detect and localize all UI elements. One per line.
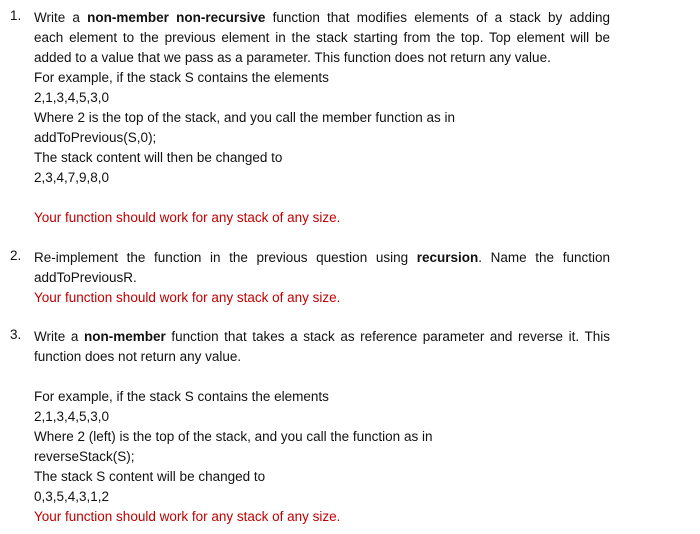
question-body [34,8,610,228]
text-segment: Write a [34,10,80,25]
example-output: 2,3,4,7,9,8,0 [34,170,110,185]
example-output: 0,3,5,4,3,1,2 [34,489,110,504]
example-intro: For example, if the stack S contains the elements [34,70,329,85]
text-segment: . Name the function [478,250,610,265]
question-1 [10,8,610,228]
requirement-note: Your function should work for any stack of any size. [34,210,341,225]
example-description: Where 2 (left) is the top of the stack, and you call the function as in [34,429,433,444]
question-2 [10,248,610,308]
example-input: 2,1,3,4,5,3,0 [34,409,110,424]
bold-term: recursion [416,250,479,265]
example-call: addToPrevious(S,0); [34,130,157,145]
question-text-line: added to a value that we pass as a parameter. This function does not return any value. [34,50,551,65]
example-result-intro: The stack content will then be changed to [34,150,283,165]
bold-term: non-member non-recursive [87,10,266,25]
question-3 [10,327,610,527]
spacer [34,188,610,208]
text-segment: Re-implement the function in the previous question using [34,250,409,265]
question-text-line: function does not return any value. [34,349,242,364]
question-body [34,327,610,527]
example-input: 2,1,3,4,5,3,0 [34,90,110,105]
function-name: addToPreviousR. [34,270,137,285]
requirement-note: Your function should work for any stack of any size. [34,509,341,524]
question-text-line [34,8,610,28]
example-call: reverseStack(S); [34,449,135,464]
question-number: 1. [10,8,22,23]
text-segment: function that takes a stack as reference parameter and reverse it. This [171,329,610,344]
requirement-note: Your function should work for any stack of any size. [34,290,341,305]
question-text-line: each element to the previous element in the stack starting from the top. Top element will be [34,30,610,45]
question-number: 3. [10,327,22,342]
question-text-line [34,327,610,347]
question-text-line [34,248,610,268]
question-body [34,248,610,308]
text-segment: function that modifies elements of a stack by adding [272,10,610,25]
spacer [34,367,610,387]
question-number: 2. [10,248,22,263]
example-intro: For example, if the stack S contains the elements [34,389,329,404]
example-result-intro: The stack S content will be changed to [34,469,266,484]
text-segment: Write a [34,329,79,344]
example-description: Where 2 is the top of the stack, and you call the member function as in [34,110,455,125]
bold-term: non-member [83,329,166,344]
